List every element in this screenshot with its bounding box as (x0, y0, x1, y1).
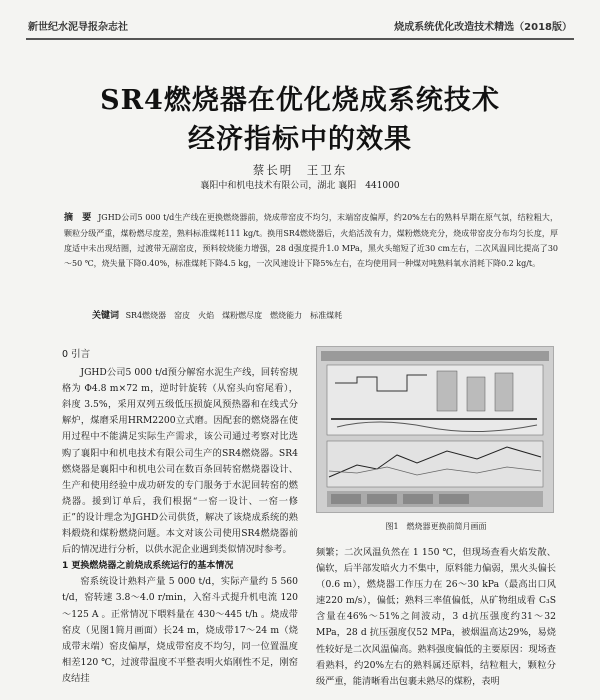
running-header (28, 12, 572, 33)
figure-1-caption: 图1 燃烧器更换前简月画面 (385, 522, 487, 531)
left-column (62, 347, 298, 687)
abstract-label: 摘 要 (64, 213, 92, 223)
affiliation: 襄阳中和机电技术有限公司，湖北 襄阳 441000 (200, 181, 400, 191)
abstract-text: JGHD公司5 000 t/d生产线在更换燃烧器前，烧成带窑皮不均匀，末端窑皮偏厚，约20%左右的熟料早期在原气氛，结粒粗大，颗粒分级严重，煤粉燃尽度差，熟料标准煤耗111 kg/t。换用SR4燃烧器后，火焰活泼有力，煤粉燃烧充分，烧成带窑皮分布均匀长度，厚度适中未出现结圈，过渡带无副窑皮，预料较烧能力增强，28 d强度提升1.0 MPa，黑火头缩短了近30 cm左右，二次风温同比提高了30～50 ℃，烧失量下降0.40%，标准煤耗下降4.5 kg，一次风速设计下降5%左右，在均使用同一种煤对吨熟料氧水消耗下降0.2 kg/t。 (64, 213, 558, 268)
authors: 蔡长明 王卫东 (252, 163, 348, 177)
figure-1-kiln-screen (316, 346, 554, 513)
title-line-2: 经济指标中的效果 (188, 124, 412, 155)
abstract (64, 210, 558, 271)
right-column-paragraph: 频繁；二次风温负然在 1 150 ℃，但现场查看火焰发散、偏软，后半部发暗火力不集中，原料能力偏弱，黑火头偏长（0.6 m），燃烧器工作压力在 26～30 kPa（最高出口风速220 m/s），偏低；熟料三率值偏低，从矿物组成看 C₃S 含量在46%～51%之间波动，3 d抗压强度约31～32 MPa，28 d 抗压强度仅52 MPa，被烟温高达29%，易烧性较好是二次风温偏高。熟料强度偏低的主要原因：现场查看熟料，约20%左右的熟料属还原料，结粒粗大，颗粒分级严重，能清晰看出包裹未熟尽的煤粉，表明 (316, 547, 556, 687)
right-column (316, 545, 556, 690)
section-1-heading: 1 更换燃烧器之前烧成系统运行的基本情况 (62, 561, 234, 572)
keywords (92, 308, 560, 321)
title-line-1: SR4燃烧器在优化烧成系统技术 (100, 85, 500, 116)
journal-name: 新世纪水泥导报杂志社 (28, 22, 128, 33)
section-0-heading: 0 引言 (62, 349, 91, 360)
collection-name: 烧成系统优化改造技术精选（2018版） (394, 22, 572, 33)
section-0-paragraph: JGHD公司5 000 t/d预分解窑水泥生产线，回转窑规格为 Φ4.8 m×72 m，逆时针旋转（从窑头向窑尾看），斜度 3.5%，采用双列五级低压损旋风预热器和在线式分解炉，煤磨采用HRM2200立式磨。因配套的燃烧器在使用过程中不能满足实际生产需求，该公司通过考察对比选购了襄阳中和机电技术有限公司生产的SR4燃烧器。SR4燃烧器是襄阳中和机电公司在数百条回转窑燃烧器设计、生产和使用经验中成功研发的专门服务于水泥回转窑的燃烧器。援到订单后，我们根据“一窑一设计、一窑一修正”的设计理念为JGHD公司供货，解决了该烧成系统的熟料煅烧和煤粉燃烧问题。本文对该公司使用SR4燃烧器前后的情况进行分析，以供水泥企业遇到类似情况时参考。 (62, 367, 298, 556)
keywords-label: 关键词 (92, 311, 120, 321)
header-rule (26, 38, 574, 40)
section-1-paragraph: 窑系统设计熟料产量 5 000 t/d，实际产量约 5 560 t/d，窑转速 3.8～4.0 r/min，入窑斗式提升机电流 120～125 A 。正常情况下喂料量在 430～445 t/h 。烧成带窑皮（见图1简月画面）长24 m，烧成带17～24 m（烧成带末端）窑皮偏厚，烧成带窑皮不均匀，同一位置温度相差120 ℃，过渡带温度不平整表明火焰刚性不足，刚窑皮结挂 (62, 576, 298, 684)
keywords-text: SR4燃烧器 窑皮 火焰 煤粉燃尽度 燃烧能力 标准煤耗 (125, 311, 343, 320)
kiln-control-screenshot (317, 347, 553, 512)
